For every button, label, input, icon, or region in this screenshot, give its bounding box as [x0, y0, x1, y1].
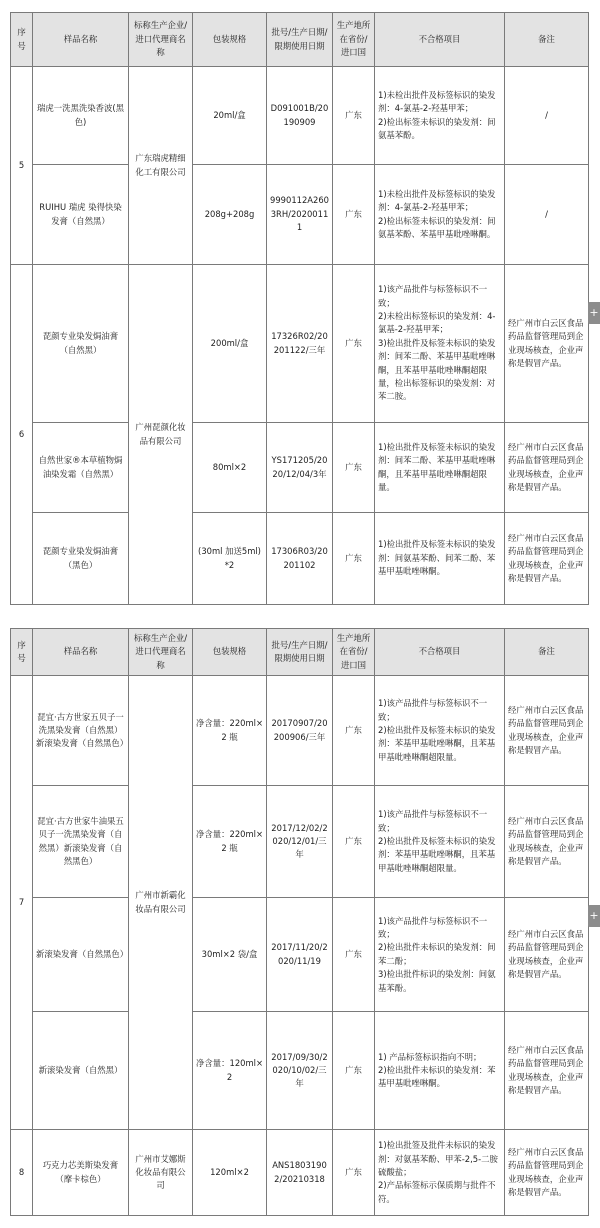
batch-cell: D091001B/20190909: [267, 67, 333, 165]
remark-cell: 经广州市白云区食品药品监督管理局到企业现场核查，企业声称是假冒产品。: [505, 513, 589, 605]
packaging-cell: 20ml/盒: [193, 67, 267, 165]
province-cell: 广东: [333, 67, 375, 165]
table-row: [11, 67, 589, 165]
province-cell: 广东: [333, 265, 375, 423]
batch-cell: ANS18031902/20210318: [267, 1130, 333, 1216]
issues-cell: 1) 产品标签标识指向不明； 2)检出批件未标识的染发剂：苯基甲基吡唑啉酮。: [375, 1012, 505, 1130]
company-cell: 广州市艾娜斯化妆品有限公司: [129, 1130, 193, 1216]
remark-cell: 经广州市白云区食品药品监督管理局到企业现场核查，企业声称是假冒产品。: [505, 786, 589, 898]
remark-cell: 经广州市白云区食品药品监督管理局到企业现场核查，企业声称是假冒产品。: [505, 1012, 589, 1130]
remark-cell: /: [505, 165, 589, 265]
seq-cell: 8: [11, 1130, 33, 1216]
seq-cell: 5: [11, 67, 33, 265]
inspection-table-1: [10, 12, 588, 605]
batch-cell: 17306R03/20201102: [267, 513, 333, 605]
header-packaging: 包装规格: [193, 13, 267, 67]
province-cell: 广东: [333, 165, 375, 265]
batch-cell: 17326R02/20201122/三年: [267, 265, 333, 423]
batch-cell: 2017/12/02/2020/12/01/三年: [267, 786, 333, 898]
province-cell: 广东: [333, 898, 375, 1012]
batch-cell: 2017/09/30/2020/10/02/三年: [267, 1012, 333, 1130]
table-header-row: [11, 629, 589, 676]
province-cell: 广东: [333, 1012, 375, 1130]
table-row: [11, 676, 589, 786]
header-sample-name: 样品名称: [33, 629, 129, 676]
province-cell: 广东: [333, 1130, 375, 1216]
header-remark: 备注: [505, 629, 589, 676]
table-row: [11, 165, 589, 265]
sample-name-cell: 新滚染发膏（自然黑）: [33, 1012, 129, 1130]
table-row: [11, 513, 589, 605]
issues-cell: 1)该产品批件与标签标识不一致； 2)检出批件未标识的染发剂：间苯二酚； 3)检出批件标识的染发剂：间氨基苯酚。: [375, 898, 505, 1012]
province-cell: 广东: [333, 423, 375, 513]
issues-cell: 1)检出批签及批件未标识的染发剂：对氨基苯酚、甲苯-2,5-二胺硫酸盐； 2)产品标签标示保质期与批件不符。: [375, 1130, 505, 1216]
issues-cell: 1)未检出批件及标签标识的染发剂：4-氯基-2-羟基甲苯； 2)检出标签未标识的染发剂：间氨基苯酚。: [375, 67, 505, 165]
header-company: 标称生产企业/进口代理商名称: [129, 629, 193, 676]
seq-cell: 7: [11, 676, 33, 1130]
remark-cell: 经广州市白云区食品药品监督管理局到企业现场核查，企业声称是假冒产品。: [505, 423, 589, 513]
packaging-cell: (30ml 加送5ml)*2: [193, 513, 267, 605]
batch-cell: 2017/11/20/2020/11/19: [267, 898, 333, 1012]
table-row: [11, 898, 589, 1012]
sample-name-cell: 琵颜专业染发焗油膏（黑色）: [33, 513, 129, 605]
header-issues: 不合格项目: [375, 629, 505, 676]
company-cell: 广州市新霸化妆品有限公司: [129, 676, 193, 1130]
province-cell: 广东: [333, 676, 375, 786]
issues-cell: 1)该产品批件与标签标识不一致； 2)检出批件及标签未标识的染发剂：苯基甲基吡唑啉酮，且苯基甲基吡唑啉酮超限量。: [375, 676, 505, 786]
batch-cell: 9990112A2603RH/20200111: [267, 165, 333, 265]
sample-name-cell: 琵颜专业染发焗油膏（自然黑）: [33, 265, 129, 423]
table-row: [11, 423, 589, 513]
issues-cell: 1)未检出批件及标签标识的染发剂：4-氯基-2-羟基甲苯； 2)检出标签未标识的染发剂：间氨基苯酚、苯基甲基吡唑啉酮。: [375, 165, 505, 265]
table-row: [11, 1012, 589, 1130]
remark-cell: 经广州市白云区食品药品监督管理局到企业现场核查，企业声称是假冒产品。: [505, 265, 589, 423]
header-remark: 备注: [505, 13, 589, 67]
packaging-cell: 净含量：220ml×2 瓶: [193, 786, 267, 898]
company-cell: 广州琵颜化妆品有限公司: [129, 265, 193, 605]
expand-side-button[interactable]: +: [588, 302, 600, 324]
header-province: 生产地所在省份/进口国: [333, 629, 375, 676]
issues-cell: 1)检出批件及标签未标识的染发剂：间氨基苯酚、间苯二酚、苯基甲基吡唑啉酮。: [375, 513, 505, 605]
inspection-table-2: [10, 628, 588, 1216]
batch-cell: YS171205/2020/12/04/3年: [267, 423, 333, 513]
issues-cell: 1)该产品批件与标签标识不一致； 2)检出批件及标签未标识的染发剂：苯基甲基吡唑啉酮，且苯基甲基吡唑啉酮超限量。: [375, 786, 505, 898]
header-batch: 批号/生产日期/限期使用日期: [267, 629, 333, 676]
sample-name-cell: 琵宜·古方世家五贝子一洗黑染发膏（自然黑）新滚染发膏（自然黑色）: [33, 676, 129, 786]
seq-cell: 6: [11, 265, 33, 605]
header-seq: 序号: [11, 629, 33, 676]
expand-side-button[interactable]: +: [588, 905, 600, 927]
company-cell: 广东瑞虎精细化工有限公司: [129, 67, 193, 265]
province-cell: 广东: [333, 786, 375, 898]
packaging-cell: 120ml×2: [193, 1130, 267, 1216]
header-province: 生产地所在省份/进口国: [333, 13, 375, 67]
packaging-cell: 208g+208g: [193, 165, 267, 265]
table-row: [11, 786, 589, 898]
header-packaging: 包装规格: [193, 629, 267, 676]
packaging-cell: 200ml/盒: [193, 265, 267, 423]
remark-cell: 经广州市白云区食品药品监督管理局到企业现场核查，企业声称是假冒产品。: [505, 898, 589, 1012]
remark-cell: 经广州市白云区食品药品监督管理局到企业现场核查，企业声称是假冒产品。: [505, 676, 589, 786]
remark-cell: 经广州市白云区食品药品监督管理局到企业现场核查，企业声称是假冒产品。: [505, 1130, 589, 1216]
sample-name-cell: 琵宜·古方世家牛油果五贝子一洗黑染发膏（自然黑）新滚染发膏（自然黑色）: [33, 786, 129, 898]
remark-cell: /: [505, 67, 589, 165]
header-seq: 序号: [11, 13, 33, 67]
sample-name-cell: RUIHU 瑞虎 染得快染发膏（自然黑）: [33, 165, 129, 265]
packaging-cell: 30ml×2 袋/盒: [193, 898, 267, 1012]
sample-name-cell: 瑞虎一洗黑洗染香波(黑色): [33, 67, 129, 165]
header-batch: 批号/生产日期/限期使用日期: [267, 13, 333, 67]
table-row: [11, 265, 589, 423]
packaging-cell: 80ml×2: [193, 423, 267, 513]
table-row: [11, 1130, 589, 1216]
table-header-row: [11, 13, 589, 67]
header-issues: 不合格项目: [375, 13, 505, 67]
issues-cell: 1)该产品批件与标签标识不一致； 2)未检出标签标识的染发剂：4-氯基-2-羟基甲苯； 3)检出批件及标签未标识的染发剂：间苯二酚、苯基甲基吡唑啉酮，且苯基甲基吡唑啉酮超限量，检出标签标识的染发剂：对苯二胺。: [375, 265, 505, 423]
header-sample-name: 样品名称: [33, 13, 129, 67]
issues-cell: 1)检出批件及标签未标识的染发剂：间苯二酚、苯基甲基吡唑啉酮，且苯基甲基吡唑啉酮超限量。: [375, 423, 505, 513]
packaging-cell: 净含量：120ml×2: [193, 1012, 267, 1130]
province-cell: 广东: [333, 513, 375, 605]
sample-name-cell: 新滚染发膏（自然黑色）: [33, 898, 129, 1012]
header-company: 标称生产企业/进口代理商名称: [129, 13, 193, 67]
packaging-cell: 净含量：220ml×2 瓶: [193, 676, 267, 786]
batch-cell: 20170907/20200906/三年: [267, 676, 333, 786]
sample-name-cell: 自然世家®本草植物焗油染发霜（自然黑）: [33, 423, 129, 513]
sample-name-cell: 巧克力芯美斯染发膏（摩卡棕色）: [33, 1130, 129, 1216]
